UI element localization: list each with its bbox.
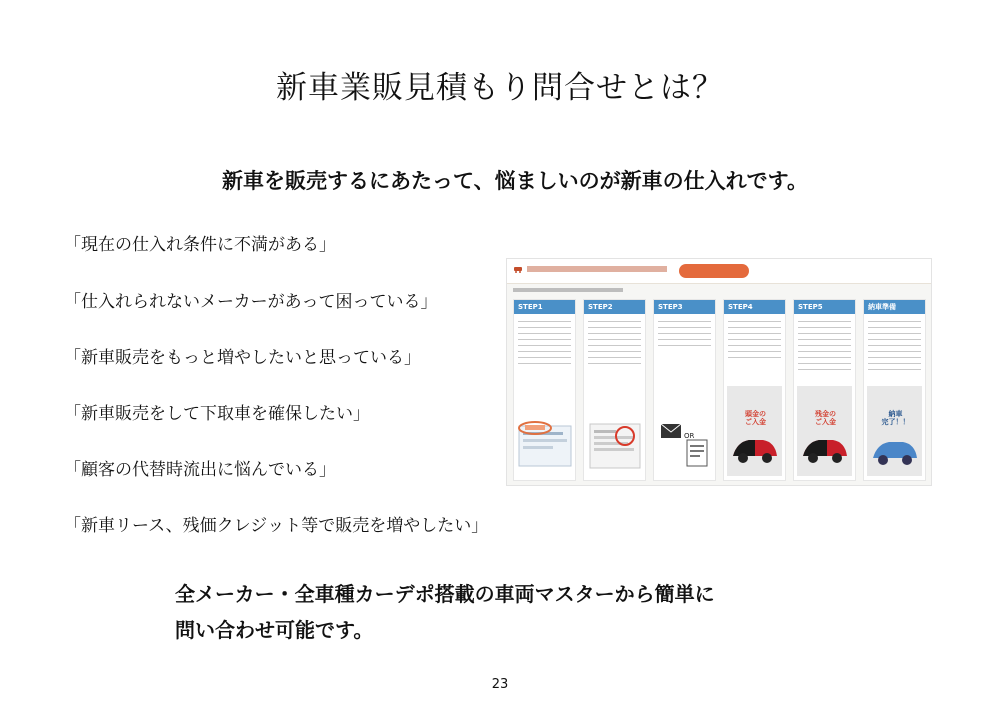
svg-text:OR: OR — [684, 432, 695, 440]
step-column-3 — [653, 299, 716, 481]
step-header: STEP2 — [584, 300, 645, 314]
car-icon — [513, 265, 523, 273]
screenshot-header — [507, 259, 931, 284]
quote-item: 「新車販売をもっと増やしたいと思っている」 — [64, 348, 421, 368]
balance-payment-image — [797, 386, 852, 476]
step-column-2 — [583, 299, 646, 481]
mail-document-icon — [657, 406, 712, 474]
step-text-blur — [658, 318, 711, 350]
delivery-label: 納車 完了！！ — [881, 410, 910, 426]
step-text-blur — [868, 318, 921, 370]
step-text-blur — [728, 318, 781, 358]
closing-message — [175, 576, 855, 648]
deposit-label: 頭金の ご入金 — [745, 410, 766, 426]
slide-lead: 新車を販売するにあたって、悩ましいのが新車の仕入れです。 — [222, 169, 808, 193]
step-header: STEP3 — [654, 300, 715, 314]
step-column-1 — [513, 299, 576, 481]
screenshot-subtitle-blur — [513, 287, 623, 295]
step-column-5 — [793, 299, 856, 481]
step-header: 納車準備 — [864, 300, 925, 314]
step-header: STEP5 — [794, 300, 855, 314]
quote-item: 「現在の仕入れ条件に不満がある」 — [64, 235, 336, 255]
screenshot-button — [679, 264, 749, 278]
balance-label: 残金の ご入金 — [815, 410, 836, 426]
step-header: STEP4 — [724, 300, 785, 314]
quote-item: 「顧客の代替時流出に悩んでいる」 — [64, 460, 336, 480]
screenshot-title-blur — [527, 265, 667, 275]
quote-item: 「新車販売をして下取車を確保したい」 — [64, 404, 370, 424]
step-text-blur — [798, 318, 851, 370]
step-column-4 — [723, 299, 786, 481]
quote-item: 「新車リース、残価クレジット等で販売を増やしたい」 — [64, 516, 489, 536]
slide-title: 新車業販見積もり問合せとは？ — [276, 70, 724, 106]
step-text-blur — [588, 318, 641, 364]
form-thumbnail — [517, 406, 572, 474]
page-number: 23 — [491, 677, 509, 692]
step-text-blur — [518, 318, 571, 364]
process-screenshot — [506, 258, 932, 486]
deposit-image — [727, 386, 782, 476]
step-column-delivery — [863, 299, 926, 481]
step-header: STEP1 — [514, 300, 575, 314]
quote-item: 「仕入れられないメーカーがあって困っている」 — [64, 292, 438, 312]
closing-line-1: 全メーカー・全車種カーデポ搭載の車両マスターから簡単に — [175, 582, 715, 606]
delivery-complete-image — [867, 386, 922, 476]
closing-line-2: 問い合わせ可能です。 — [175, 618, 374, 642]
form-thumbnail — [587, 406, 642, 474]
